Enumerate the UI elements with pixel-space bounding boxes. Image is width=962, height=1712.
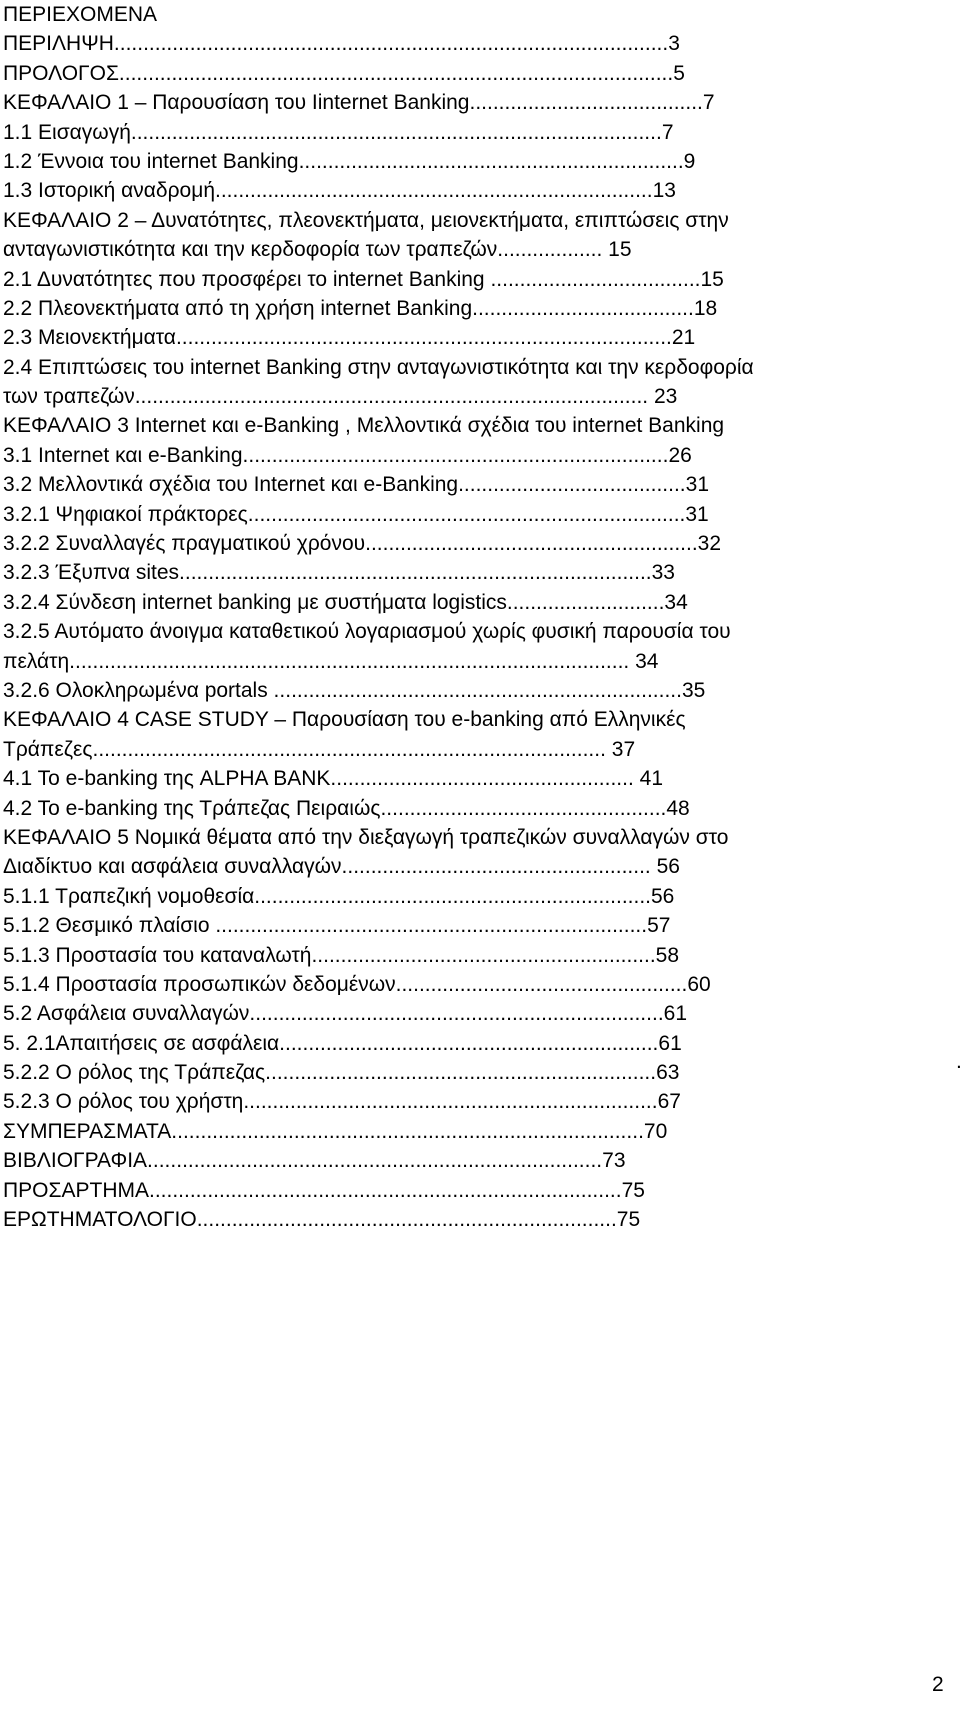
toc-entry: 1.3 Ιστορική αναδρομή...........................................................................13 bbox=[3, 179, 676, 203]
toc-entry: ΕΡΩΤΗΜΑΤΟΛΟΓΙΟ........................................................................75 bbox=[3, 1208, 641, 1232]
toc-entry: 3.2.3 Έξυπνα sites.................................................................................33 bbox=[3, 561, 675, 585]
toc-entry: 1.1 Εισαγωγή...........................................................................................7 bbox=[3, 120, 674, 144]
toc-entry: 3.2.6 Ολοκληρωμένα portals ......................................................................35 bbox=[3, 678, 706, 702]
toc-entry: 5.1.2 Θεσμικό πλαίσιο ..........................................................................57 bbox=[3, 914, 671, 938]
toc-entry: των τραπεζών........................................................................................ 23 bbox=[3, 385, 678, 409]
stray-period: . bbox=[956, 1050, 962, 1073]
toc-entry: 2.4 Επιπτώσεις του internet Banking στην ανταγωνιστικότητα και την κερδοφορία bbox=[3, 355, 754, 379]
toc-entry: ΠΕΡΙΛΗΨΗ...............................................................................................3 bbox=[3, 32, 680, 56]
toc-entry: 3.2.1 Ψηφιακοί πράκτορες...........................................................................31 bbox=[3, 502, 709, 526]
toc-entry: 1.2 Έννοια του internet Banking..................................................................9 bbox=[3, 149, 696, 173]
toc-entry: 4.2 Το e-banking της Τράπεζας Πειραιώς.................................................48 bbox=[3, 796, 690, 820]
toc-entry: 5. 2.1Απαιτήσεις σε ασφάλεια.................................................................61 bbox=[3, 1031, 682, 1055]
toc-entry: 5.2.3 Ο ρόλος του χρήστη.......................................................................67 bbox=[3, 1090, 681, 1114]
toc-entry: ανταγωνιστικότητα και την κερδοφορία των τραπεζών.................. 15 bbox=[3, 238, 632, 262]
toc-entry: 4.1 Το e-banking της ALPHA BANK.................................................... 41 bbox=[3, 767, 663, 791]
toc-entry: ΚΕΦΑΛΑΙΟ 3 Internet και e-Banking , Μελλοντικά σχέδια του internet Banking bbox=[3, 414, 725, 438]
toc-entry: ΒΙΒΛΙΟΓΡΑΦΙΑ..............................................................................73 bbox=[3, 1149, 626, 1173]
page-number: 2 bbox=[932, 1673, 944, 1696]
toc-entry: ΚΕΦΑΛΑΙΟ 5 Νομικά θέματα από την διεξαγωγή τραπεζικών συναλλαγών στο bbox=[3, 825, 729, 849]
toc-entry: 3.1 Internet και e-Banking.........................................................................26 bbox=[3, 443, 692, 467]
toc-entry: 2.3 Μειονεκτήματα.....................................................................................21 bbox=[3, 326, 696, 350]
toc-entry: 2.1 Δυνατότητες που προσφέρει το internet Banking ....................................15 bbox=[3, 267, 724, 291]
toc-entry: ΠΡΟΣΑΡΤΗΜΑ.................................................................................75 bbox=[3, 1178, 645, 1202]
toc-entry: ΠΡΟΛΟΓΟΣ...............................................................................................5 bbox=[3, 61, 685, 85]
toc-entry: πελάτη................................................................................................ 34 bbox=[3, 649, 659, 673]
toc-heading: ΠΕΡΙΕΧΟΜΕΝΑ bbox=[3, 3, 158, 26]
toc-entry: Τράπεζες........................................................................................ 37 bbox=[3, 737, 636, 761]
toc-entry: ΣΥΜΠΕΡΑΣΜΑΤΑ.................................................................................70 bbox=[3, 1119, 668, 1143]
toc-entry: 3.2 Μελλοντικά σχέδια του Internet και e-Banking.......................................31 bbox=[3, 473, 709, 497]
toc-entry: Διαδίκτυο και ασφάλεια συναλλαγών..................................................... 56 bbox=[3, 855, 680, 879]
toc-entry: 5.1.4 Προστασία προσωπικών δεδομένων..................................................60 bbox=[3, 972, 711, 996]
toc-entry: 5.1.3 Προστασία του καταναλωτή...........................................................58 bbox=[3, 943, 680, 967]
toc-entry: 3.2.4 Σύνδεση internet banking με συστήματα logistics...........................34 bbox=[3, 590, 688, 614]
toc-entry: 2.2 Πλεονεκτήματα από τη χρήση internet Banking......................................18 bbox=[3, 296, 718, 320]
table-of-contents bbox=[3, 0, 953, 1234]
toc-entry: 3.2.5 Αυτόματο άνοιγμα καταθετικού λογαριασμού χωρίς φυσική παρουσία του bbox=[3, 620, 731, 644]
toc-entry: 3.2.2 Συναλλαγές πραγματικού χρόνου.........................................................32 bbox=[3, 532, 722, 556]
toc-entry: ΚΕΦΑΛΑΙΟ 4 CASE STUDY – Παρουσίαση του e-banking από Ελληνικές bbox=[3, 708, 686, 732]
toc-entry: ΚΕΦΑΛΑΙΟ 1 – Παρουσίαση του Iinternet Banking........................................7 bbox=[3, 91, 715, 115]
toc-entry: 5.2.2 Ο ρόλος της Τράπεζας...................................................................63 bbox=[3, 1061, 680, 1085]
toc-entry: ΚΕΦΑΛΑΙΟ 2 – Δυνατότητες, πλεονεκτήματα, μειονεκτήματα, επιπτώσεις στην bbox=[3, 208, 729, 232]
toc-entry: 5.2 Ασφάλεια συναλλαγών.......................................................................61 bbox=[3, 1002, 688, 1026]
toc-entry: 5.1.1 Τραπεζική νομοθεσία....................................................................56 bbox=[3, 884, 675, 908]
